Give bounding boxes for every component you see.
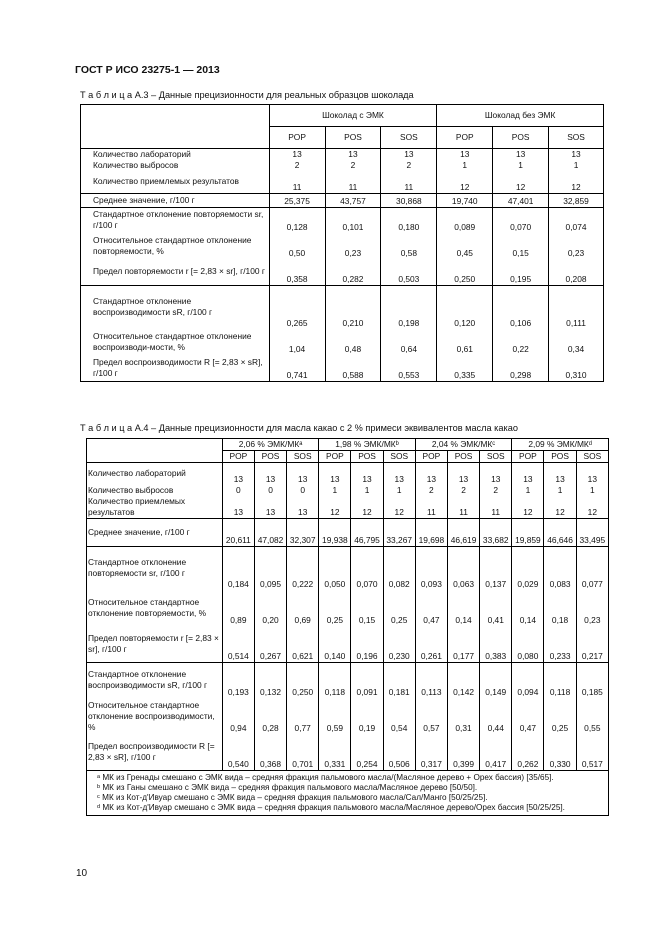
table-row <box>81 171 604 193</box>
table-a4-cell: 0,621 <box>287 626 319 662</box>
table-a4-row-label: Стандартное отклонение повторяемости sr, г/100 г <box>87 546 223 590</box>
table-a3-group2: Шоколад без ЭМК <box>437 105 604 127</box>
table-a4-cell: 0,267 <box>254 626 286 662</box>
table-row <box>81 329 604 355</box>
table-a4-cell: 1 <box>576 485 608 496</box>
table-a3-cell: 25,375 <box>269 193 325 207</box>
table-a4-col-header: POP <box>319 451 351 463</box>
table-row <box>87 734 609 770</box>
table-a3-cell: 0,503 <box>381 259 437 285</box>
table-a3-row-label: Относительное стандартное отклонение повторяемости, % <box>81 233 270 259</box>
table-a4-col-header: POS <box>351 451 383 463</box>
table-a4-cell: 0,417 <box>480 734 512 770</box>
table-a3-cell: 13 <box>493 149 549 161</box>
table-a4-caption: Т а б л и ц а А.4 – Данные прецизионности для масла какао с 2 % примеси эквивалентов масла какао <box>80 423 518 433</box>
table-a3-cell: 1 <box>493 160 549 171</box>
table-a3-col-header: POP <box>437 127 493 149</box>
table-a4-cell: 0,55 <box>576 698 608 734</box>
table-a3-cell: 0,64 <box>381 329 437 355</box>
table-a4-cell: 0 <box>222 485 254 496</box>
table-a4-cell: 13 <box>383 463 415 485</box>
table-a3-cell: 0,089 <box>437 207 493 233</box>
table-a4-cell: 46,646 <box>544 518 576 546</box>
table-a3-cell: 0,250 <box>437 259 493 285</box>
table-a4-cell: 47,082 <box>254 518 286 546</box>
table-a4-cell: 0,54 <box>383 698 415 734</box>
table-a4-cell: 0,28 <box>254 698 286 734</box>
table-a3-cell: 0,198 <box>381 285 437 329</box>
table-a3-cell: 47,401 <box>493 193 549 207</box>
table-a4-cell: 0,193 <box>222 662 254 698</box>
table-a3-cell: 11 <box>381 171 437 193</box>
table-a4-cell: 13 <box>319 463 351 485</box>
table-a3-cell: 11 <box>269 171 325 193</box>
table-a4-cell: 0,177 <box>447 626 479 662</box>
table-a3-cell: 0,45 <box>437 233 493 259</box>
table-a3-cell: 32,859 <box>549 193 604 207</box>
table-a3-col-header: POP <box>269 127 325 149</box>
table-a4-cell: 0,47 <box>415 590 447 626</box>
table-a4-cell: 0,093 <box>415 546 447 590</box>
table-a4-cell: 0,383 <box>480 626 512 662</box>
table-a4-cell: 13 <box>222 463 254 485</box>
table-a3-cell: 0,34 <box>549 329 604 355</box>
table-a4-cell: 13 <box>254 496 286 519</box>
table-a3-cell: 43,757 <box>325 193 381 207</box>
table-a4-cell: 19,698 <box>415 518 447 546</box>
table-a4-cell: 0,185 <box>576 662 608 698</box>
table-a4-row-label: Предел воспроизводимости R [= 2,83 × sR], г/100 г <box>87 734 223 770</box>
table-a3-cell: 13 <box>325 149 381 161</box>
table-a3-row-label: Количество выбросов <box>81 160 270 171</box>
table-a3-cell: 0,265 <box>269 285 325 329</box>
table-a3-cell: 0,58 <box>381 233 437 259</box>
table-a4-cell: 0,69 <box>287 590 319 626</box>
table-row <box>81 193 604 207</box>
table-a3-cell: 0,61 <box>437 329 493 355</box>
table-a4-cell: 0 <box>254 485 286 496</box>
table-a4-cell: 0,14 <box>447 590 479 626</box>
table-a3-cell: 0,335 <box>437 355 493 381</box>
table-a4-cell: 13 <box>480 463 512 485</box>
table-a4-cell: 0,261 <box>415 626 447 662</box>
table-a3-cell: 1 <box>549 160 604 171</box>
table-a4-cell: 0,083 <box>544 546 576 590</box>
table-a3-cell: 0,074 <box>549 207 604 233</box>
table-a4-cell: 1 <box>512 485 544 496</box>
table-a4-row-label: Среднее значение, г/100 г <box>87 518 223 546</box>
table-a3-cell: 0,50 <box>269 233 325 259</box>
table-a4-row-label: Количество приемлемых результатов <box>87 496 223 519</box>
table-a4-cell: 13 <box>287 496 319 519</box>
table-a4-col-header: POS <box>544 451 576 463</box>
table-a3-cell: 0,22 <box>493 329 549 355</box>
table-a4-cell: 33,267 <box>383 518 415 546</box>
table-a3-cell: 11 <box>325 171 381 193</box>
table-a4-cell: 0,331 <box>319 734 351 770</box>
table-a4-footnote: ᶜ МК из Кот-д'Ивуар смешано с ЭМК вида – средняя фракция пальмового масла/Сал/Манго [50/25/25]. <box>97 792 488 802</box>
table-a4-col-header: SOS <box>383 451 415 463</box>
table-a4-cell: 0,080 <box>512 626 544 662</box>
table-a4-cell: 0,57 <box>415 698 447 734</box>
table-a4-cell: 12 <box>319 496 351 519</box>
table-a3-cell: 0,298 <box>493 355 549 381</box>
table-a3-row-label: Предел повторяемости r [= 2,83 × sr], г/100 г <box>81 259 270 285</box>
table-a4-cell: 0,517 <box>576 734 608 770</box>
table-a3-cell: 0,282 <box>325 259 381 285</box>
table-a4-cell: 2 <box>447 485 479 496</box>
table-row <box>87 518 609 546</box>
table-a3-cell: 13 <box>549 149 604 161</box>
table-a4-cell: 0,250 <box>287 662 319 698</box>
table-a3-col-header: POS <box>325 127 381 149</box>
table-a3-cell: 0,106 <box>493 285 549 329</box>
table-a4-cell: 13 <box>512 463 544 485</box>
table-a4-cell: 19,859 <box>512 518 544 546</box>
table-a4-cell: 0,233 <box>544 626 576 662</box>
table-row <box>81 259 604 285</box>
table-a4-cell: 0,41 <box>480 590 512 626</box>
table-a4-cell: 0,77 <box>287 698 319 734</box>
table-a4-cell: 12 <box>544 496 576 519</box>
table-a4-cell: 0,118 <box>319 662 351 698</box>
table-a3-cell: 0,588 <box>325 355 381 381</box>
table-a4-cell: 13 <box>447 463 479 485</box>
table-a3-col-header: POS <box>493 127 549 149</box>
table-a4-cell: 11 <box>415 496 447 519</box>
table-a4-cell: 0,091 <box>351 662 383 698</box>
table-a4-cell: 0,18 <box>544 590 576 626</box>
table-a3-cell: 0,23 <box>325 233 381 259</box>
table-row <box>81 233 604 259</box>
table-a4-cell: 11 <box>447 496 479 519</box>
table-a4-cell: 1 <box>544 485 576 496</box>
table-a3-cell: 0,15 <box>493 233 549 259</box>
table-a4-cell: 0,317 <box>415 734 447 770</box>
table-row <box>81 160 604 171</box>
table-a3-cell: 0,553 <box>381 355 437 381</box>
table-a3-cell: 0,208 <box>549 259 604 285</box>
table-a3-cell: 0,741 <box>269 355 325 381</box>
table-a4-cell: 12 <box>512 496 544 519</box>
table-a3-cell: 13 <box>437 149 493 161</box>
table-a3-cell: 0,310 <box>549 355 604 381</box>
table-a3-caption: Т а б л и ц а А.3 – Данные прецизионности для реальных образцов шоколада <box>80 90 414 100</box>
table-a3-cell: 0,070 <box>493 207 549 233</box>
table-a4-cell: 0,140 <box>319 626 351 662</box>
table-row <box>87 626 609 662</box>
table-row <box>81 285 604 329</box>
table-a3-cell: 12 <box>493 171 549 193</box>
table-a3-row-label: Относительное стандартное отклонение воспроизводи-мости, % <box>81 329 270 355</box>
table-a4-cell: 13 <box>576 463 608 485</box>
table-a3-cell: 0,111 <box>549 285 604 329</box>
table-a3-cell: 0,180 <box>381 207 437 233</box>
table-a3-cell: 1 <box>437 160 493 171</box>
table-a4-cell: 0,514 <box>222 626 254 662</box>
table-a4-col-header: POP <box>415 451 447 463</box>
table-a4-cell: 1 <box>351 485 383 496</box>
table-a4-cell: 0,368 <box>254 734 286 770</box>
page-number: 10 <box>76 868 88 879</box>
table-a3-col-header: SOS <box>549 127 604 149</box>
table-a3-cell: 0,120 <box>437 285 493 329</box>
table-a4-cell: 0,132 <box>254 662 286 698</box>
table-a4-cell: 0,262 <box>512 734 544 770</box>
table-a3-cell: 2 <box>269 160 325 171</box>
table-a4-cell: 0,063 <box>447 546 479 590</box>
table-a4-cell: 0,217 <box>576 626 608 662</box>
table-a3-cell: 12 <box>437 171 493 193</box>
table-a4-cell: 19,938 <box>319 518 351 546</box>
table-row <box>81 207 604 233</box>
table-a4-cell: 0,19 <box>351 698 383 734</box>
table-a4-footnote: ᵈ МК из Кот-д'Ивуар смешано с ЭМК вида – средняя фракция пальмового масла/Масляное дерево/Орех бассия [50/25/25]. <box>97 802 565 812</box>
table-a4-cell: 0,25 <box>383 590 415 626</box>
table-a4 <box>86 438 609 816</box>
table-a4-cell: 33,682 <box>480 518 512 546</box>
table-a3-cell: 2 <box>381 160 437 171</box>
table-a4-cell: 0,15 <box>351 590 383 626</box>
table-a4-cell: 0,095 <box>254 546 286 590</box>
table-a4-cell: 0,113 <box>415 662 447 698</box>
table-a4-group-header: 2,06 % ЭМК/МКᵃ <box>222 439 319 451</box>
table-a4-col-header: POP <box>512 451 544 463</box>
table-a4-cell: 0,25 <box>544 698 576 734</box>
table-a3-row-label: Среднее значение, г/100 г <box>81 193 270 207</box>
table-a4-group-header: 2,04 % ЭМК/МКᶜ <box>415 439 512 451</box>
table-a3-cell: 19,740 <box>437 193 493 207</box>
table-a4-cell: 13 <box>544 463 576 485</box>
table-a4-cell: 0,399 <box>447 734 479 770</box>
table-a3-cell: 13 <box>269 149 325 161</box>
table-a4-cell: 0,077 <box>576 546 608 590</box>
table-a3-row-label: Предел воспроизводимости R [= 2,83 × sR], г/100 г <box>81 355 270 381</box>
table-a4-cell: 46,795 <box>351 518 383 546</box>
table-a3-row-label: Стандартное отклонение повторяемости sr, г/100 г <box>81 207 270 233</box>
table-a3-row-label: Количество лабораторий <box>81 149 270 161</box>
table-a4-row-label: Стандартное отклонение воспроизводимости sR, г/100 г <box>87 662 223 698</box>
table-a3-cell: 0,210 <box>325 285 381 329</box>
table-a4-cell: 0,47 <box>512 698 544 734</box>
table-a4-cell: 13 <box>287 463 319 485</box>
table-a4-cell: 0,118 <box>544 662 576 698</box>
table-row <box>87 590 609 626</box>
table-a4-cell: 0,540 <box>222 734 254 770</box>
table-row <box>87 698 609 734</box>
table-a4-cell: 0,082 <box>383 546 415 590</box>
table-a4-cell: 2 <box>415 485 447 496</box>
table-a4-cell: 0,050 <box>319 546 351 590</box>
table-a4-cell: 0,230 <box>383 626 415 662</box>
table-a4-cell: 33,495 <box>576 518 608 546</box>
table-a3-cell: 13 <box>381 149 437 161</box>
table-a3-cell: 0,101 <box>325 207 381 233</box>
table-a4-cell: 0,59 <box>319 698 351 734</box>
table-a3-row-label: Стандартное отклонение воспроизводимости sR, г/100 г <box>81 285 270 329</box>
table-a4-cell: 0,701 <box>287 734 319 770</box>
table-a4-cell: 13 <box>351 463 383 485</box>
table-a4-group-header: 2,09 % ЭМК/МКᵈ <box>512 439 609 451</box>
table-a3-cell: 0,195 <box>493 259 549 285</box>
table-a4-cell: 2 <box>480 485 512 496</box>
table-a4-cell: 0,196 <box>351 626 383 662</box>
document-header: ГОСТ Р ИСО 23275-1 — 2013 <box>75 64 220 76</box>
table-a4-cell: 13 <box>222 496 254 519</box>
table-a4-cell: 13 <box>254 463 286 485</box>
table-a3-cell: 2 <box>325 160 381 171</box>
table-a4-row-label: Относительное стандартное отклонение повторяемости, % <box>87 590 223 626</box>
table-a3-cell: 1,04 <box>269 329 325 355</box>
table-a4-row-label: Предел повторяемости r [= 2,83 × sr], г/100 г <box>87 626 223 662</box>
table-a4-cell: 0,330 <box>544 734 576 770</box>
table-a4-cell: 0,070 <box>351 546 383 590</box>
table-a3-group1: Шоколад с ЭМК <box>269 105 437 127</box>
table-a3-col-header: SOS <box>381 127 437 149</box>
table-a4-cell: 0,181 <box>383 662 415 698</box>
table-a4-cell: 0,149 <box>480 662 512 698</box>
table-a4-cell: 1 <box>319 485 351 496</box>
table-a4-cell: 0,184 <box>222 546 254 590</box>
table-a4-cell: 0,94 <box>222 698 254 734</box>
table-a3-cell: 0,358 <box>269 259 325 285</box>
table-a4-cell: 0,506 <box>383 734 415 770</box>
table-row <box>87 485 609 496</box>
table-a4-col-header: POP <box>222 451 254 463</box>
table-a4-footnotes <box>87 770 609 815</box>
table-a4-row-label: Количество лабораторий <box>87 463 223 485</box>
table-a3 <box>80 104 604 382</box>
table-a4-cell: 0,20 <box>254 590 286 626</box>
table-a4-cell: 32,307 <box>287 518 319 546</box>
table-a4-cell: 0,029 <box>512 546 544 590</box>
table-a4-cell: 0,44 <box>480 698 512 734</box>
table-a4-cell: 0,142 <box>447 662 479 698</box>
table-row <box>87 546 609 590</box>
table-a3-cell: 0,128 <box>269 207 325 233</box>
table-a4-footnote: ᵃ МК из Гренады смешано с ЭМК вида – средняя фракция пальмового масла/(Масляное дерево + Орех бассия) [35/65]. <box>97 772 554 782</box>
table-row <box>81 355 604 381</box>
table-a4-cell: 46,619 <box>447 518 479 546</box>
table-a3-row-label: Количество приемлемых результатов <box>81 171 270 193</box>
table-a3-cell: 0,23 <box>549 233 604 259</box>
table-a4-cell: 0,14 <box>512 590 544 626</box>
table-a3-cell: 0,48 <box>325 329 381 355</box>
table-row <box>87 463 609 485</box>
table-row <box>87 496 609 519</box>
table-a4-cell: 0,137 <box>480 546 512 590</box>
table-a4-cell: 0,31 <box>447 698 479 734</box>
table-a4-col-header: POS <box>447 451 479 463</box>
table-a4-cell: 12 <box>576 496 608 519</box>
table-a3-cell: 30,868 <box>381 193 437 207</box>
table-a4-cell: 20,611 <box>222 518 254 546</box>
table-a4-cell: 0,254 <box>351 734 383 770</box>
table-a4-cell: 0,89 <box>222 590 254 626</box>
table-a4-cell: 0,222 <box>287 546 319 590</box>
table-a4-cell: 0,25 <box>319 590 351 626</box>
table-a4-cell: 12 <box>383 496 415 519</box>
table-a4-col-header: SOS <box>287 451 319 463</box>
table-a4-cell: 0 <box>287 485 319 496</box>
table-a4-row-label: Относительное стандартное отклонение воспроизводимости, % <box>87 698 223 734</box>
table-a4-col-header: SOS <box>576 451 608 463</box>
table-a4-cell: 12 <box>351 496 383 519</box>
table-a4-row-label: Количество выбросов <box>87 485 223 496</box>
table-a4-footnote: ᵇ МК из Ганы смешано с ЭМК вида – средняя фракция пальмового масла/Масляное дерево [50/50]. <box>97 782 478 792</box>
table-a4-col-header: POS <box>254 451 286 463</box>
table-a4-cell: 0,23 <box>576 590 608 626</box>
table-a4-cell: 1 <box>383 485 415 496</box>
table-a4-cell: 13 <box>415 463 447 485</box>
table-a4-cell: 11 <box>480 496 512 519</box>
table-row <box>87 662 609 698</box>
table-a3-cell: 12 <box>549 171 604 193</box>
table-a4-group-header: 1,98 % ЭМК/МКᵇ <box>319 439 416 451</box>
table-a4-col-header: SOS <box>480 451 512 463</box>
table-a4-cell: 0,094 <box>512 662 544 698</box>
table-row <box>81 149 604 161</box>
